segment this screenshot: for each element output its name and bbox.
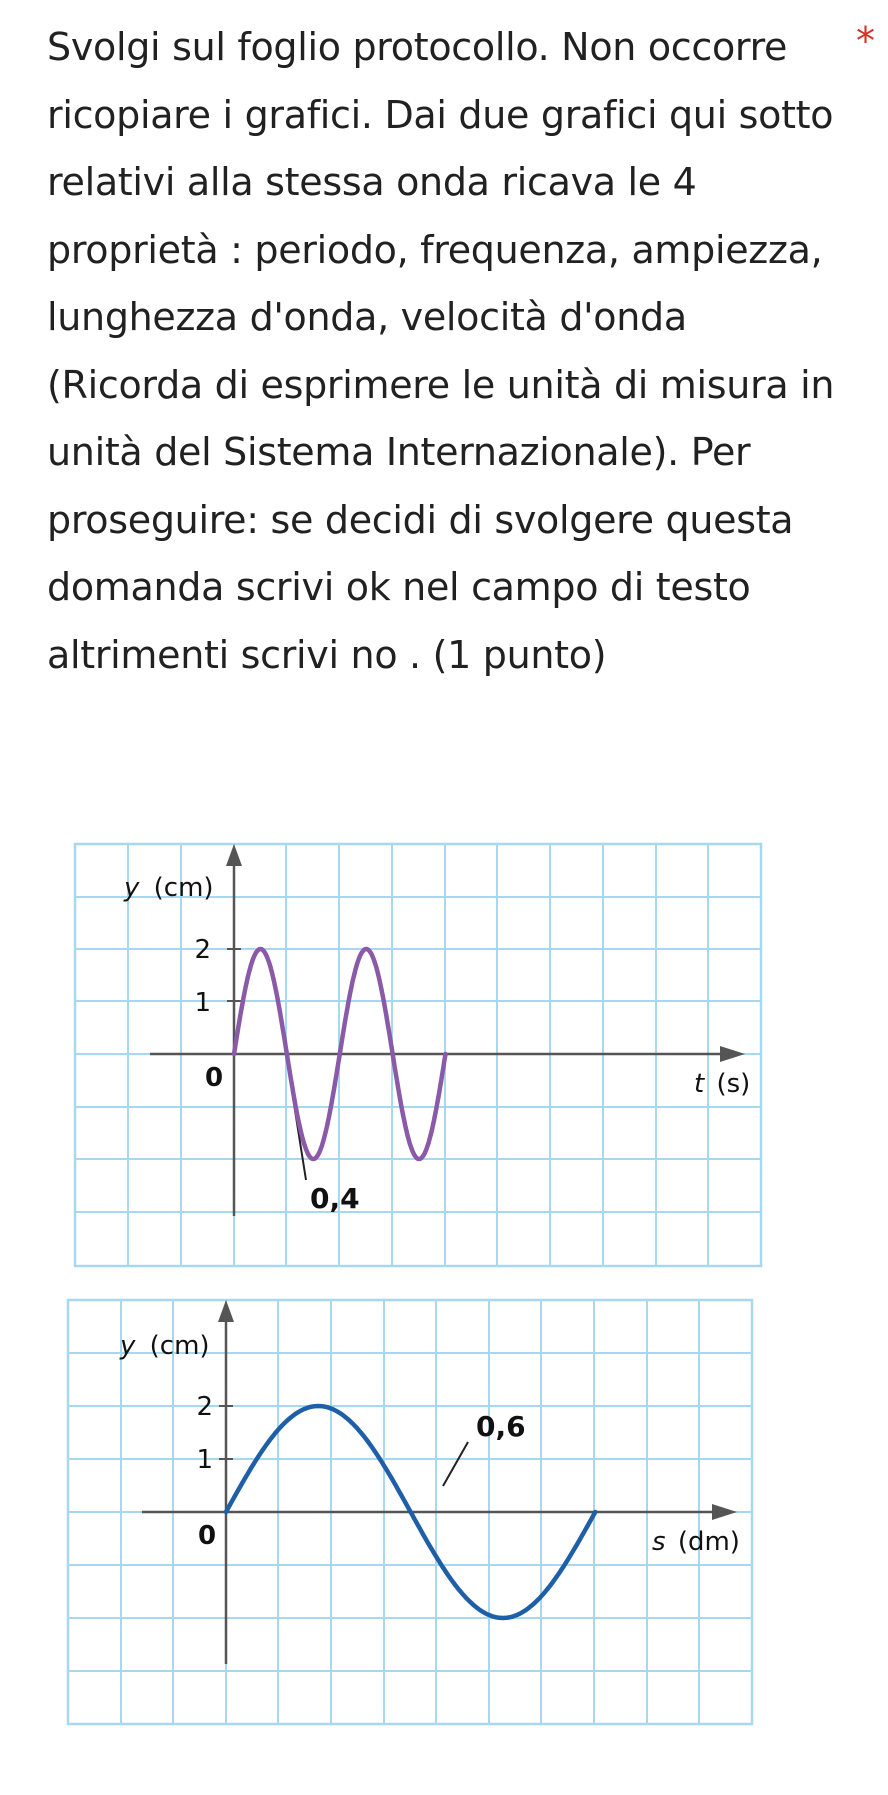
- space-y-tick-1: 1: [196, 1445, 213, 1475]
- space-y-axis-unit: (cm): [149, 1331, 210, 1361]
- space-y-tick-2: 2: [196, 1392, 213, 1422]
- time-y-axis-var: y: [124, 873, 140, 903]
- space-graph-svg: [0, 1296, 888, 1742]
- question-text: Svolgi sul foglio protocollo. Non occorre ricopiare i grafici. Dai due grafici qui sotto relativi alla stessa onda ricava le 4 proprietà : periodo, frequenza, ampiezza, lunghezza d'onda, velocità d'onda (Ricorda di esprimere le unità di misura in unità del Sistema Internazionale). Per proseguire: se decidi di svolgere questa domanda scrivi ok nel campo di testo altrimenti scrivi no . (1 punto): [47, 25, 835, 677]
- space-graph: [0, 1296, 888, 1742]
- space-annotation: 0,6: [476, 1410, 526, 1443]
- time-annotation: 0,4: [310, 1182, 360, 1215]
- space-x-axis-label: [652, 1527, 740, 1557]
- time-y-axis-label: [123, 873, 214, 903]
- space-y-axis-label: [119, 1331, 210, 1361]
- required-asterisk: *: [856, 19, 875, 63]
- time-y-axis-arrow: [226, 844, 242, 866]
- space-annotation-leader: [443, 1442, 468, 1486]
- space-origin-label: 0: [197, 1521, 217, 1551]
- time-graph-svg: [0, 840, 888, 1280]
- time-origin-label: 0: [204, 1063, 224, 1093]
- time-y-axis-unit: (cm): [153, 873, 214, 903]
- time-x-axis-arrow: [720, 1046, 745, 1062]
- space-x-axis-arrow: [712, 1504, 737, 1520]
- time-graph: [0, 840, 888, 1280]
- space-x-axis-var: s: [652, 1527, 666, 1557]
- time-x-axis-label: [694, 1069, 750, 1099]
- time-y-tick-2: 2: [194, 935, 211, 965]
- time-x-axis-var: t: [694, 1069, 705, 1099]
- time-x-axis-unit: (s): [716, 1069, 751, 1099]
- space-x-axis-unit: (dm): [677, 1527, 740, 1557]
- space-y-axis-var: y: [120, 1331, 136, 1361]
- space-y-axis-arrow: [218, 1300, 234, 1322]
- time-y-tick-1: 1: [194, 988, 211, 1018]
